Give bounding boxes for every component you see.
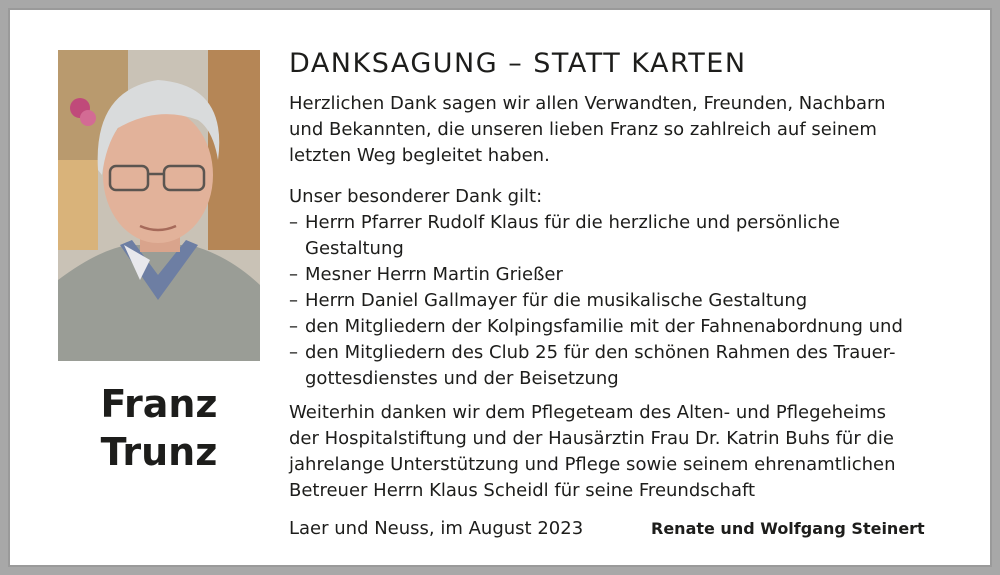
text-line: und Bekannten, die unseren lieben Franz so zahlreich auf seinem bbox=[289, 119, 877, 140]
place-date: Laer und Neuss, im August 2023 bbox=[289, 518, 584, 539]
list-item: – Herrn Daniel Gallmayer für die musikalische Gestaltung bbox=[289, 290, 808, 311]
text-line: jahrelange Unterstützung und Pflege sowie seinem ehrenamtlichen bbox=[289, 454, 896, 475]
list-item: – Herrn Pfarrer Rudolf Klaus für die herzliche und persönliche Gestaltung bbox=[289, 212, 840, 259]
text-line: Herzlichen Dank sagen wir allen Verwandten, Freunden, Nachbarn bbox=[289, 93, 886, 114]
list-item: – den Mitgliedern der Kolpingsfamilie mit der Fahnenabordnung und bbox=[289, 316, 903, 337]
notice-heading: DANKSAGUNG – STATT KARTEN bbox=[289, 48, 747, 79]
portrait-photo bbox=[58, 50, 260, 361]
text-line: Weiterhin danken wir dem Pflegeteam des Alten- und Pflegeheims bbox=[289, 402, 887, 423]
thanks-section bbox=[289, 184, 903, 392]
deceased-last-name: Trunz bbox=[100, 430, 218, 474]
closing-paragraph bbox=[289, 400, 896, 504]
list-item: – den Mitgliedern des Club 25 für den schönen Rahmen des Trauer- gottesdienstes und der Beisetzung bbox=[289, 342, 896, 389]
list-item: – Mesner Herrn Martin Grießer bbox=[289, 264, 563, 285]
signature: Renate und Wolfgang Steinert bbox=[651, 519, 925, 538]
thanks-list bbox=[289, 210, 903, 392]
text-line: Betreuer Herrn Klaus Scheidl für seine Freundschaft bbox=[289, 480, 756, 501]
text-line: der Hospitalstiftung und der Hausärztin Frau Dr. Katrin Buhs für die bbox=[289, 428, 894, 449]
notice-frame bbox=[8, 8, 992, 567]
text-line: letzten Weg begleitet haben. bbox=[289, 145, 550, 166]
deceased-first-name: Franz bbox=[100, 382, 218, 426]
thanks-heading: Unser besonderer Dank gilt: bbox=[289, 186, 543, 207]
intro-paragraph bbox=[289, 91, 886, 169]
